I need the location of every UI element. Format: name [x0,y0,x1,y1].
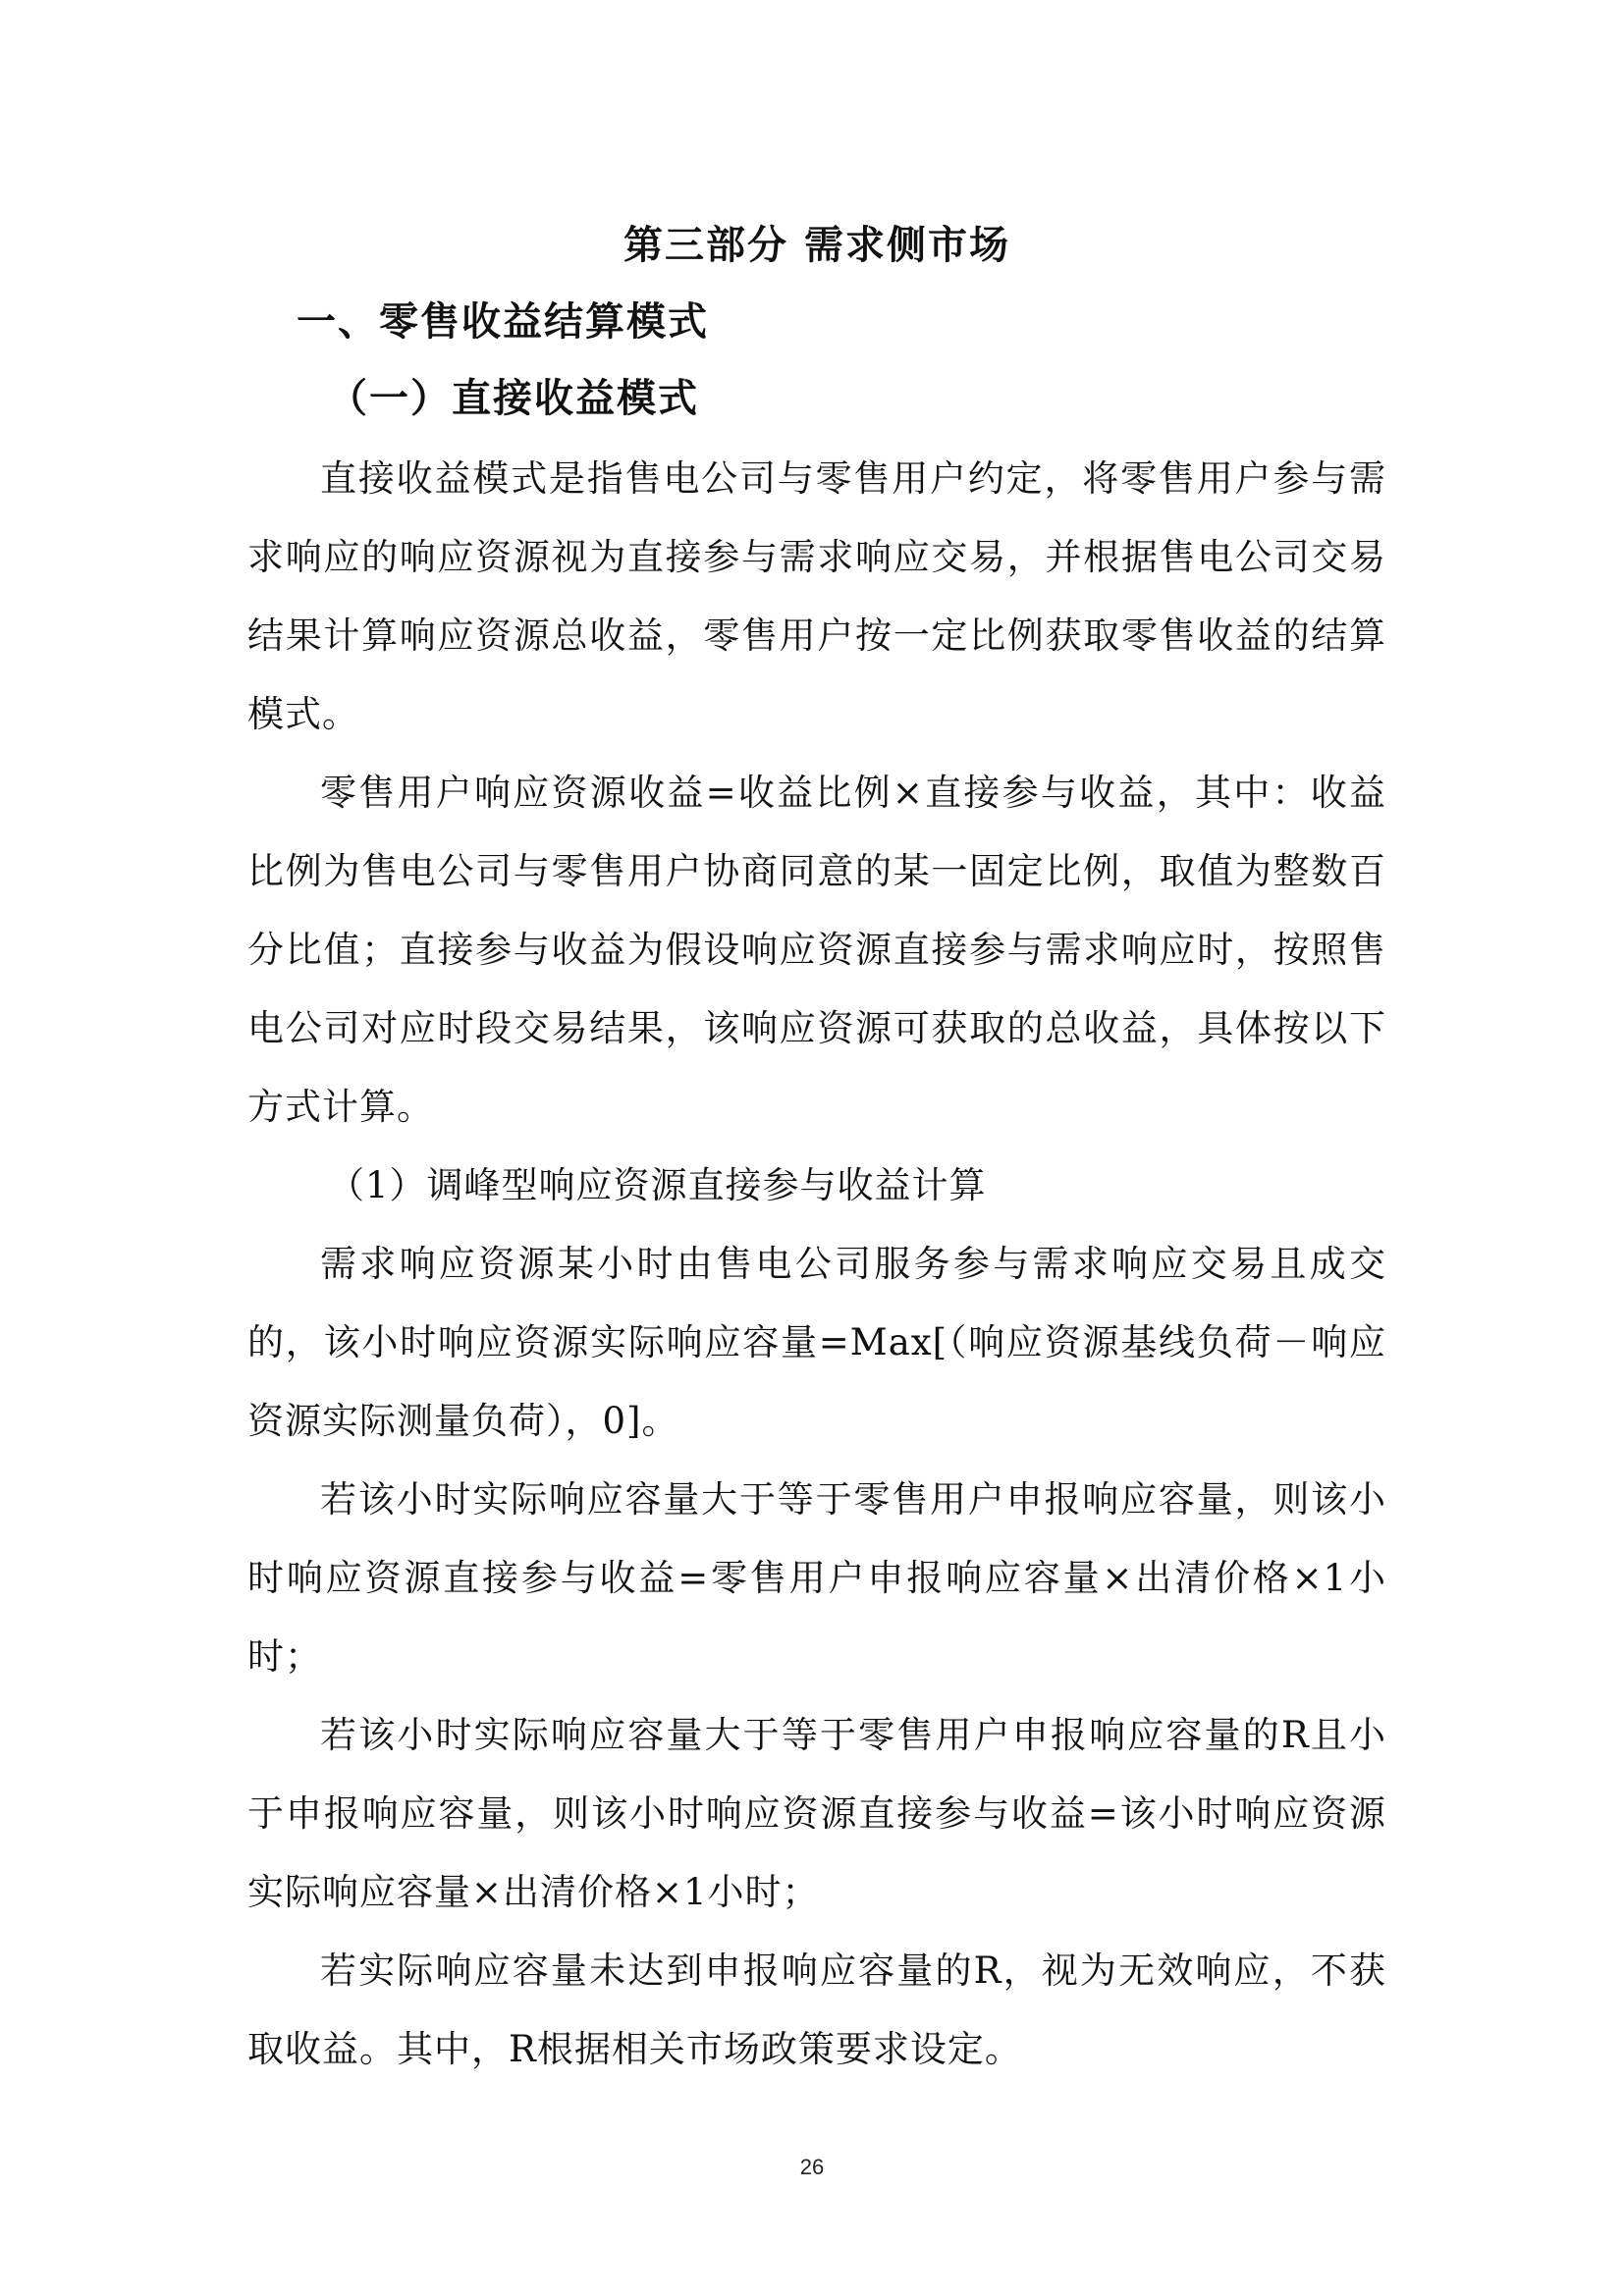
item-heading: （1）调峰型响应资源直接参与收益计算 [328,1164,987,1206]
paragraph-formula: 零售用户响应资源收益=收益比例×直接参与收益，其中：收益比例为售电公司与零售用户协商同意的某一固定比例，取值为整数百分比值；直接参与收益为假设响应资源直接参与需求响应时，按照售电公司对应时段交易结果，该响应资源可获取的总收益，具体按以下方式计算。 [247,772,1386,1128]
paragraph-invalid-response: 若实际响应容量未达到申报响应容量的R，视为无效响应，不获取收益。其中，R根据相关市场政策要求设定。 [247,1949,1386,2070]
subsection-heading: （一）直接收益模式 [328,376,699,421]
paragraph-definition: 直接收益模式是指售电公司与零售用户约定，将零售用户参与需求响应的响应资源视为直接参与需求响应交易，并根据售电公司交易结果计算响应资源总收益，零售用户按一定比例获取零售收益的结算模式。 [247,457,1386,735]
paragraph-partial-response: 若该小时实际响应容量大于等于零售用户申报响应容量的R且小于申报响应容量，则该小时响应资源直接参与收益=该小时响应资源实际响应容量×出清价格×1小时； [247,1714,1386,1913]
page-content [247,216,1386,2089]
page-title: 第三部分 需求侧市场 [623,223,1010,268]
paragraph-full-response: 若该小时实际响应容量大于等于零售用户申报响应容量，则该小时响应资源直接参与收益=零售用户申报响应容量×出清价格×1小时； [247,1478,1386,1678]
page-number: 26 [799,2155,825,2179]
paragraph-response-capacity: 需求响应资源某小时由售电公司服务参与需求响应交易且成交的，该小时响应资源实际响应容量=Max[（响应资源基线负荷－响应资源实际测量负荷），0]。 [247,1243,1386,1442]
section-heading: 一、零售收益结算模式 [297,299,709,345]
